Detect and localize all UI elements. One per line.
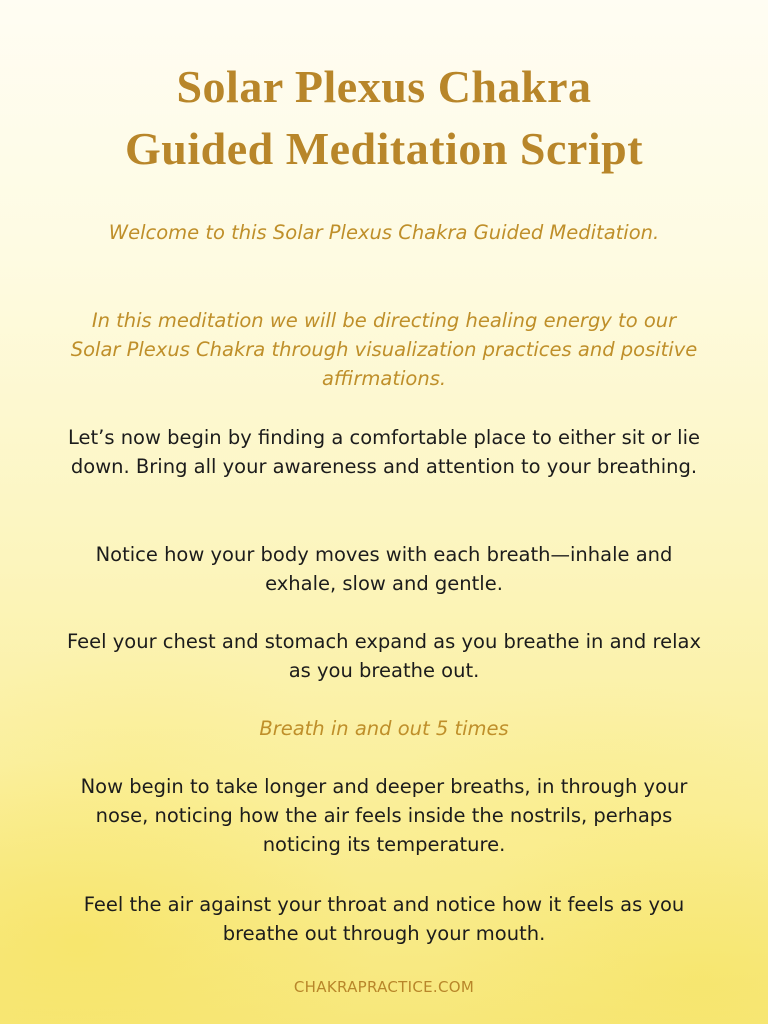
begin-paragraph: Let’s now begin by finding a comfortable place to either sit or lie down. Bring all your awareness and attention to your breathing. [67, 426, 701, 478]
deeper-breaths-paragraph: Now begin to take longer and deeper breaths, in through your nose, noticing how the air feels inside the nostrils, perhaps noticing its temperature. [80, 775, 688, 856]
notice-breath-paragraph: Notice how your body moves with each breath—inhale and exhale, slow and gentle. [95, 543, 673, 595]
chest-stomach-paragraph: Feel your chest and stomach expand as you breathe in and relax as you breathe out. [67, 630, 701, 682]
welcome-paragraph: Welcome to this Solar Plexus Chakra Guided Meditation. [108, 221, 660, 244]
breath-instruction: Breath in and out 5 times [259, 717, 509, 740]
page-title-line-2: Guided Meditation Script [124, 123, 644, 174]
footer-site-url: CHAKRAPRACTICE.COM [293, 978, 475, 996]
page-title-line-1: Solar Plexus Chakra [176, 61, 592, 112]
intro-paragraph: In this meditation we will be directing healing energy to our Solar Plexus Chakra through visualization practices and positive affirmations. [70, 309, 698, 390]
throat-paragraph: Feel the air against your throat and notice how it feels as you breathe out through your mouth. [83, 893, 685, 945]
page-title [0, 56, 768, 180]
